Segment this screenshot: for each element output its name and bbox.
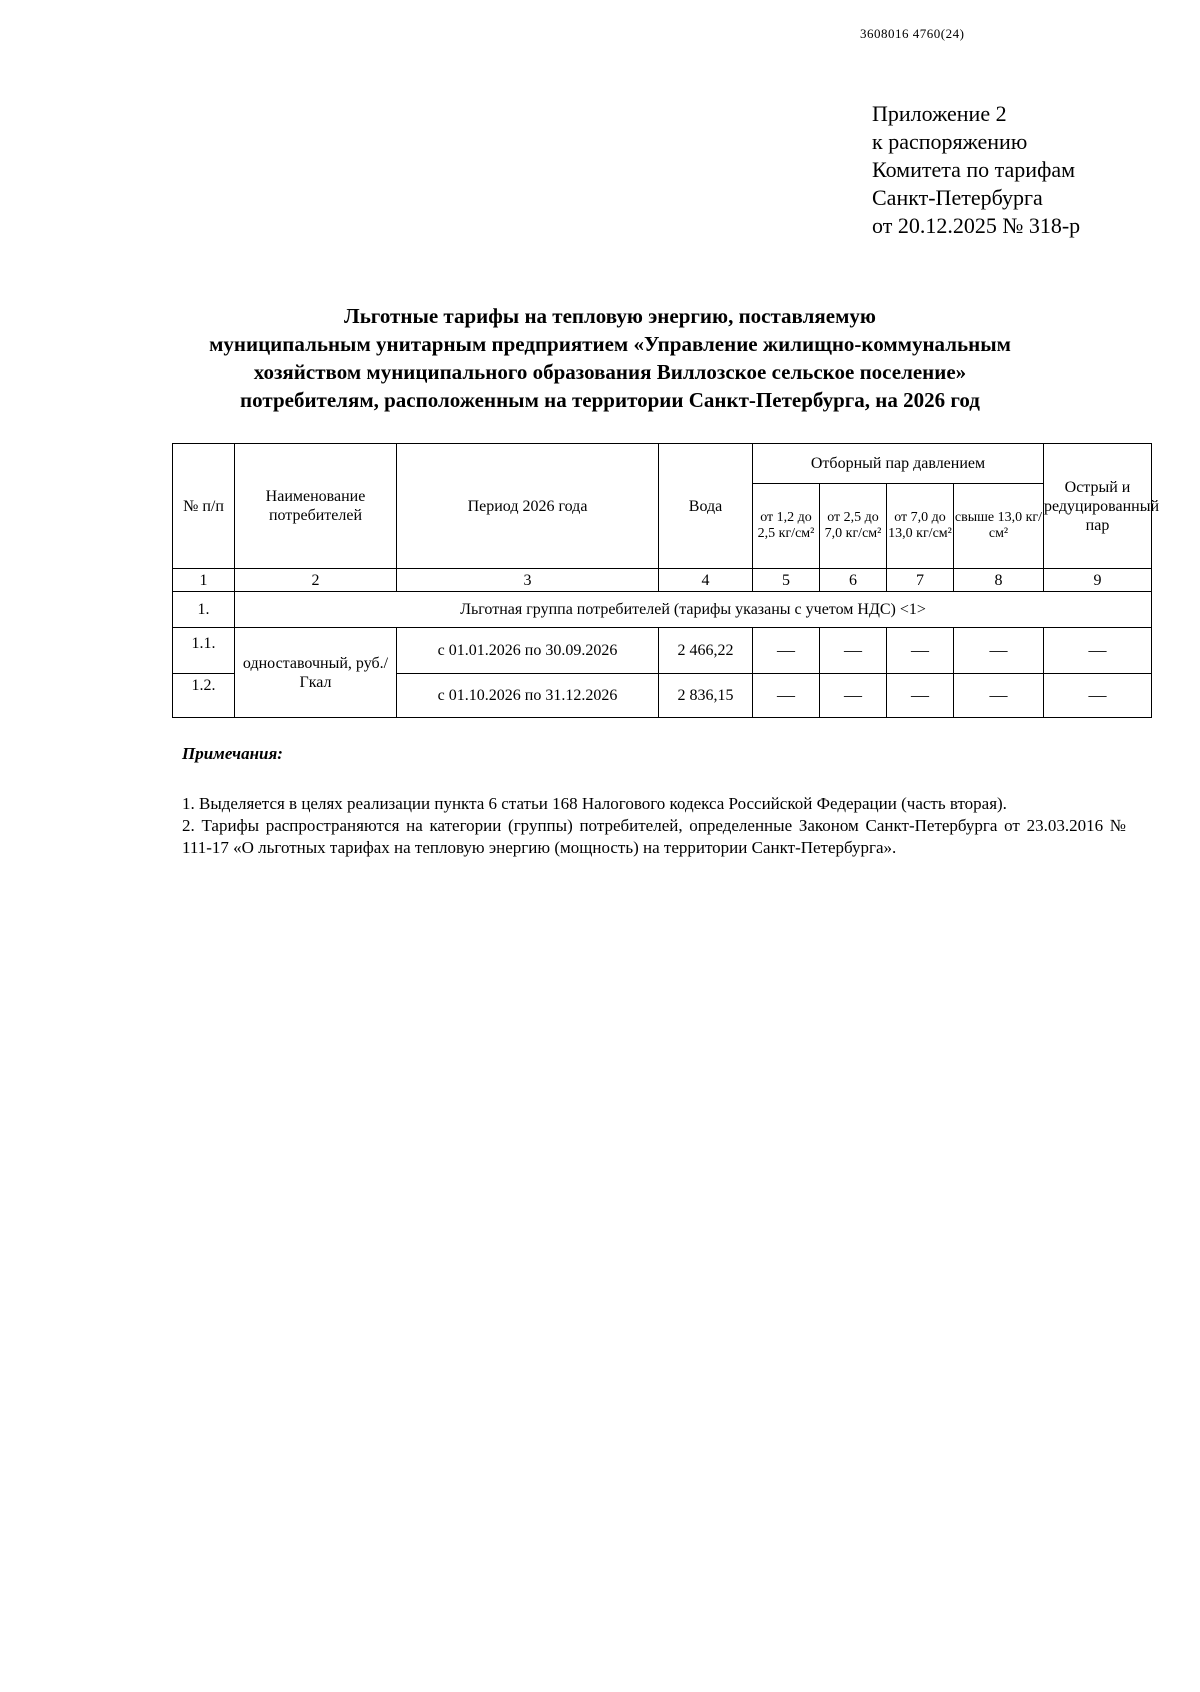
row-steam-4: — [954,674,1044,718]
row-num: 1.2. [173,674,235,718]
row-steam-1: — [753,628,820,674]
table-row [173,628,1152,674]
title-line: муниципальным унитарным предприятием «Управление жилищно-коммунальным [209,332,1011,356]
document-number: 3608016 4760(24) [860,26,965,41]
title-line: хозяйством муниципального образования Виллозское сельское поселение» [253,360,967,384]
row-period: с 01.01.2026 по 30.09.2026 [397,628,659,674]
appendix-line: Комитета по тарифам [872,157,1076,182]
tariffs-table [172,443,1160,718]
col-number: 5 [753,569,820,592]
appendix-line: от 20.12.2025 № 318-р [872,213,1081,238]
appendix-header [872,100,1080,240]
title-line: Льготные тарифы на тепловую энергию, поставляемую [344,304,876,328]
row-num: 1.1. [173,628,235,674]
col-number: 1 [173,569,235,592]
row-steam-3: — [887,628,954,674]
col-number: 7 [887,569,954,592]
row-water: 2 466,22 [659,628,753,674]
appendix-line: Санкт-Петербурга [872,185,1043,210]
appendix-line: к распоряжению [872,129,1028,154]
header-num: № п/п [173,444,235,569]
header-consumer: Наименование потребителей [235,444,397,569]
row-steam-2: — [820,674,887,718]
row-steam-3: — [887,674,954,718]
row-steam-1: — [753,674,820,718]
col-number: 6 [820,569,887,592]
header-water: Вода [659,444,753,569]
header-steam-4: свыше 13,0 кг/см² [954,484,1044,569]
row-steam-2: — [820,628,887,674]
row-sharp-steam: — [1044,628,1152,674]
header-period: Период 2026 года [397,444,659,569]
row-sharp-steam: — [1044,674,1152,718]
col-number: 8 [954,569,1044,592]
header-sharp-steam: Острый и редуцированный пар [1044,444,1152,569]
col-number: 4 [659,569,753,592]
header-steam-2: от 2,5 до 7,0 кг/см² [820,484,887,569]
notes [182,793,1126,859]
document-title [150,302,1070,414]
title-line: потребителям, расположенным на территории Санкт-Петербурга, на 2026 год [240,388,980,412]
header-steam-1: от 1,2 до 2,5 кг/см² [753,484,820,569]
note-item: 1. Выделяется в целях реализации пункта 6 статьи 168 Налогового кодекса Российской Федерации (часть вторая). [182,794,1007,813]
header-steam-group: Отборный пар давлением [753,444,1044,484]
row-period: с 01.10.2026 по 31.12.2026 [397,674,659,718]
note-item: 2. Тарифы распространяются на категории (группы) потребителей, определенные Законом Санкт-Петербурга от 23.03.2016 № 111-17 «О льготных тарифах на тепловую энергию (мощность) на территории Санкт-Петербурга». [182,816,1126,857]
header-steam-3: от 7,0 до 13,0 кг/см² [887,484,954,569]
col-number: 9 [1044,569,1152,592]
col-number: 3 [397,569,659,592]
notes-title: Примечания: [182,744,283,763]
appendix-line: Приложение 2 [872,101,1007,126]
group-label: Льготная группа потребителей (тарифы указаны с учетом НДС) <1> [235,592,1152,628]
col-number: 2 [235,569,397,592]
row-steam-4: — [954,628,1044,674]
consumer-name: одноставочный, руб./Гкал [235,628,397,718]
row-water: 2 836,15 [659,674,753,718]
group-num: 1. [173,592,235,628]
